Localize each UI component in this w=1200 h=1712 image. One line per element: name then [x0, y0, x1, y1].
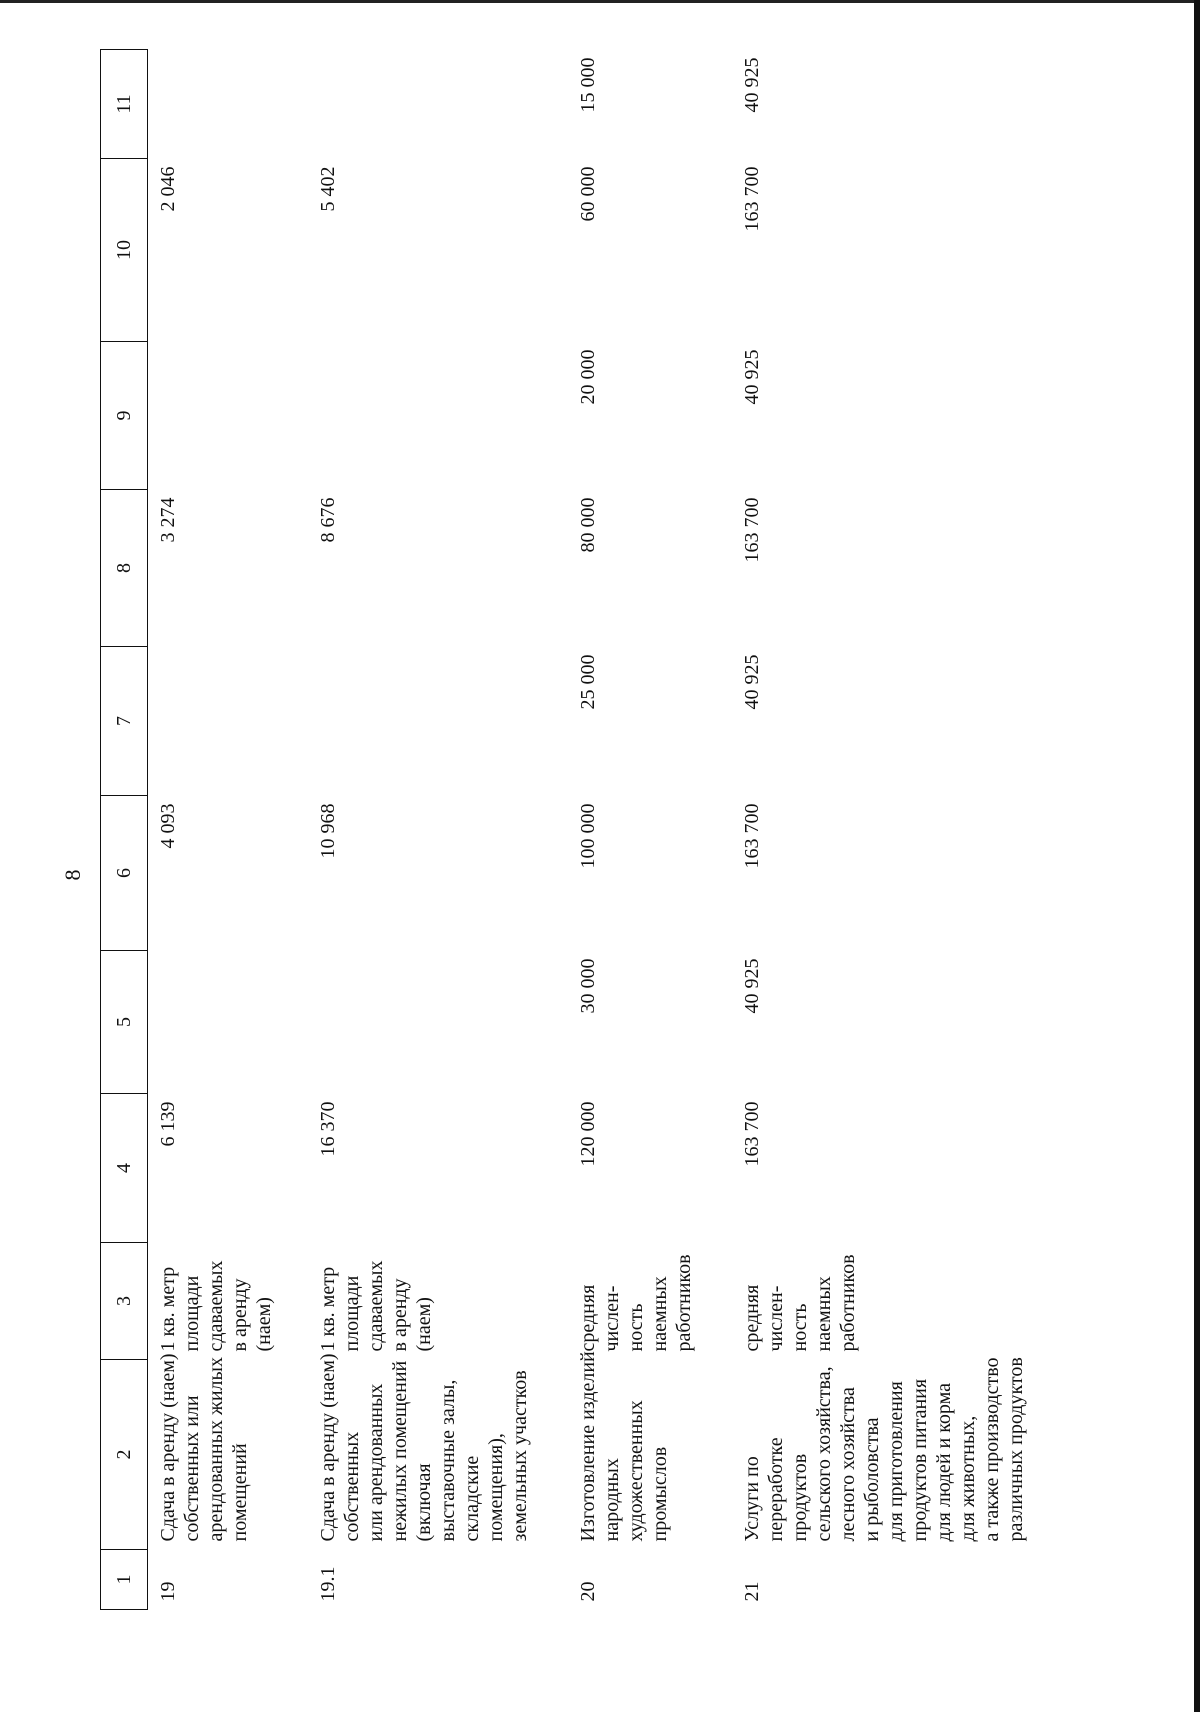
- unit-line: (наем): [253, 1297, 275, 1352]
- activity-name-line: для животных,: [957, 1415, 979, 1542]
- activity-name: [308, 1353, 538, 1550]
- unit-line: ность: [789, 1303, 811, 1352]
- value-col-5: [308, 951, 538, 1094]
- header-col-7: 7: [101, 647, 148, 796]
- activity-name-line: помещения),: [485, 1433, 507, 1542]
- unit-line: площади: [181, 1275, 203, 1352]
- unit-line: ность: [625, 1303, 647, 1352]
- header-col-9: 9: [101, 342, 148, 490]
- row-spacer-cell: [282, 50, 308, 1610]
- value-col-5: [148, 951, 283, 1094]
- row-number: 19: [157, 1581, 179, 1602]
- value-col-8: 3 274: [157, 497, 179, 543]
- value-col-9: [308, 342, 538, 490]
- activity-name-line: земельных участков: [509, 1370, 531, 1542]
- row-number: 19.1: [317, 1566, 339, 1602]
- row-number: 21: [741, 1581, 763, 1602]
- scan-edge-right: [1194, 0, 1200, 1712]
- unit-line: средняя: [577, 1284, 599, 1352]
- activity-name-line: (включая: [413, 1463, 435, 1542]
- table-row: [564, 50, 702, 1610]
- unit-of-measure: [148, 1243, 283, 1360]
- row-spacer: [702, 50, 728, 1610]
- unit-line: числен-: [765, 1285, 787, 1352]
- unit-line: 1 кв. метр: [157, 1266, 179, 1352]
- header-row: [101, 50, 148, 1610]
- unit-line: работников: [673, 1254, 695, 1352]
- value-col-7: 25 000: [577, 654, 599, 710]
- activity-name-line: Услуги по: [741, 1456, 763, 1542]
- page-number: 8: [60, 869, 85, 881]
- row-spacer-cell: [538, 50, 564, 1610]
- unit-line: 1 кв. метр: [317, 1266, 339, 1352]
- activity-name-line: художественных: [625, 1400, 647, 1542]
- table-row: [728, 50, 1034, 1610]
- unit-line: числен-: [601, 1285, 623, 1352]
- activity-name-line: различных продуктов: [1005, 1357, 1027, 1542]
- activity-name-line: переработке: [765, 1437, 787, 1542]
- row-spacer: [282, 50, 308, 1610]
- unit-line: в аренду: [229, 1278, 251, 1352]
- activity-name: [148, 1353, 283, 1550]
- value-col-6: 163 700: [741, 803, 763, 869]
- unit-of-measure: [728, 1243, 1034, 1360]
- activity-name-line: лесного хозяйства: [837, 1387, 859, 1542]
- unit-line: (наем): [413, 1297, 435, 1352]
- value-col-6: 4 093: [157, 803, 179, 849]
- header-col-6: 6: [101, 796, 148, 951]
- unit-line: работников: [837, 1254, 859, 1352]
- table-row: [308, 50, 538, 1610]
- value-col-4: 6 139: [157, 1101, 179, 1147]
- value-col-9: 20 000: [577, 349, 599, 405]
- activity-name-line: продуктов питания: [909, 1378, 931, 1542]
- unit-line: наемных: [813, 1276, 835, 1352]
- activity-name-line: народных: [601, 1458, 623, 1542]
- table-row: [148, 50, 283, 1610]
- header-col-1: 1: [101, 1550, 148, 1610]
- value-col-8: 8 676: [317, 497, 339, 543]
- activity-name-line: сельского хозяйства,: [813, 1366, 835, 1542]
- value-col-5: 40 925: [741, 958, 763, 1014]
- value-col-4: 16 370: [317, 1101, 339, 1157]
- row-number: 20: [577, 1581, 599, 1602]
- value-col-6: 100 000: [577, 803, 599, 869]
- value-col-8: 80 000: [577, 497, 599, 553]
- unit-line: площади: [341, 1275, 363, 1352]
- row-spacer-cell: [702, 50, 728, 1610]
- activity-name-line: выставочные залы,: [437, 1379, 459, 1542]
- value-col-4: 120 000: [577, 1101, 599, 1167]
- unit-of-measure: [564, 1243, 702, 1360]
- value-col-5: 30 000: [577, 958, 599, 1014]
- value-col-11: 15 000: [577, 57, 599, 113]
- unit-of-measure: [308, 1243, 538, 1360]
- activity-name-line: для приготовления: [885, 1381, 907, 1542]
- value-col-7: [308, 647, 538, 796]
- unit-line: сдаваемых: [205, 1260, 227, 1352]
- unit-line: в аренду: [389, 1278, 411, 1352]
- value-col-7: 40 925: [741, 654, 763, 710]
- activity-name-line: помещений: [229, 1443, 251, 1542]
- activity-name-line: арендованных жилых: [205, 1357, 227, 1542]
- unit-line: сдаваемых: [365, 1260, 387, 1352]
- header-col-3: 3: [101, 1243, 148, 1360]
- tariff-table: [100, 49, 1034, 1610]
- header-col-10: 10: [101, 159, 148, 342]
- header-col-4: 4: [101, 1094, 148, 1243]
- activity-name-line: складские: [461, 1455, 483, 1542]
- activity-name-line: и рыболовства: [861, 1417, 883, 1542]
- value-col-6: 10 968: [317, 803, 339, 859]
- activity-name-line: Изготовление изделий: [577, 1351, 599, 1542]
- value-col-11: 40 925: [741, 57, 763, 113]
- activity-name-line: а также производство: [981, 1357, 1003, 1542]
- value-col-10: 5 402: [317, 166, 339, 212]
- value-col-9: 40 925: [741, 349, 763, 405]
- row-spacer: [538, 50, 564, 1610]
- activity-name: [728, 1357, 1034, 1550]
- header-col-8: 8: [101, 490, 148, 647]
- activity-name-line: Сдача в аренду (наем): [317, 1353, 339, 1542]
- header-col-2: 2: [101, 1360, 148, 1550]
- activity-name-line: продуктов: [789, 1453, 811, 1542]
- value-col-10: 2 046: [157, 166, 179, 212]
- activity-name-line: для людей и корма: [933, 1382, 955, 1542]
- unit-line: наемных: [649, 1276, 671, 1352]
- activity-name: [564, 1351, 702, 1550]
- activity-name-line: Сдача в аренду (наем): [157, 1353, 179, 1542]
- header-col-11: 11: [101, 50, 148, 159]
- value-col-10: 163 700: [741, 166, 763, 232]
- activity-name-line: собственных: [341, 1431, 363, 1542]
- value-col-7: [148, 647, 283, 796]
- activity-name-line: нежилых помещений: [389, 1360, 411, 1542]
- activity-name-line: или арендованных: [365, 1383, 387, 1542]
- value-col-4: 163 700: [741, 1101, 763, 1167]
- header-col-5: 5: [101, 951, 148, 1094]
- value-col-11: [148, 50, 283, 159]
- value-col-8: 163 700: [741, 497, 763, 563]
- activity-name-line: промыслов: [649, 1446, 671, 1542]
- unit-line: средняя: [741, 1284, 763, 1352]
- value-col-9: [148, 342, 283, 490]
- activity-name-line: собственных или: [181, 1395, 203, 1542]
- value-col-11: [308, 50, 538, 159]
- value-col-10: 60 000: [577, 166, 599, 222]
